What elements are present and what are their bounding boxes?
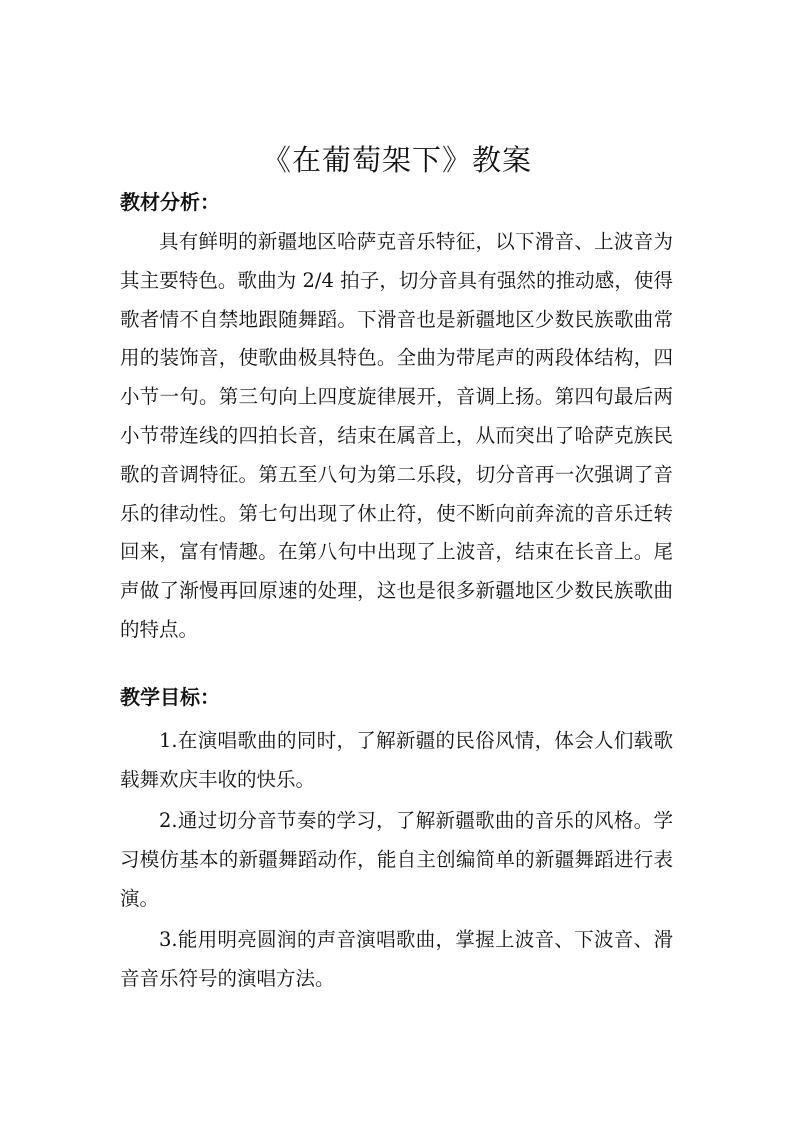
goal-item-2: 2.通过切分音节奏的学习，了解新疆歌曲的音乐的风格。学习模仿基本的新疆舞蹈动作，能自主创编简单的新疆舞蹈进行表演。 (120, 809, 673, 910)
goal-item-1: 1.在演唱歌曲的同时，了解新疆的民俗风情，体会人们载歌载舞欢庆丰收的快乐。 (120, 729, 673, 791)
section-heading-analysis: 教材分析： (120, 190, 220, 214)
section-heading-goals: 教学目标： (120, 685, 220, 709)
goal-item-3: 3.能用明亮圆润的声音演唱歌曲，掌握上波音、下波音、滑音音乐符号的演唱方法。 (120, 928, 673, 990)
analysis-paragraph: 具有鲜明的新疆地区哈萨克音乐特征，以下滑音、上波音为其主要特色。歌曲为 2/4 拍子，切分音具有强然的推动感，使得歌者情不自禁地跟随舞蹈。下滑音也是新疆地区少数民族歌曲常用的装饰音，使歌曲极具特色。全曲为带尾声的两段体结构，四小节一句。第三句向上四度旋律展开，音调上扬。第四句最后两小节带连线的四拍长音，结束在属音上，从而突出了哈萨克族民歌的音调特征。第五至八句为第二乐段，切分音再一次强调了音乐的律动性。第七句出现了休止符，使不断向前奔流的音乐迁转回来，富有情趣。在第八句中出现了上波音，结束在长音上。尾声做了渐慢再回原速的处理，这也是很多新疆地区少数民族歌曲的特点。 (120, 230, 673, 641)
document-title: 《在葡萄架下》教案 (261, 143, 532, 177)
